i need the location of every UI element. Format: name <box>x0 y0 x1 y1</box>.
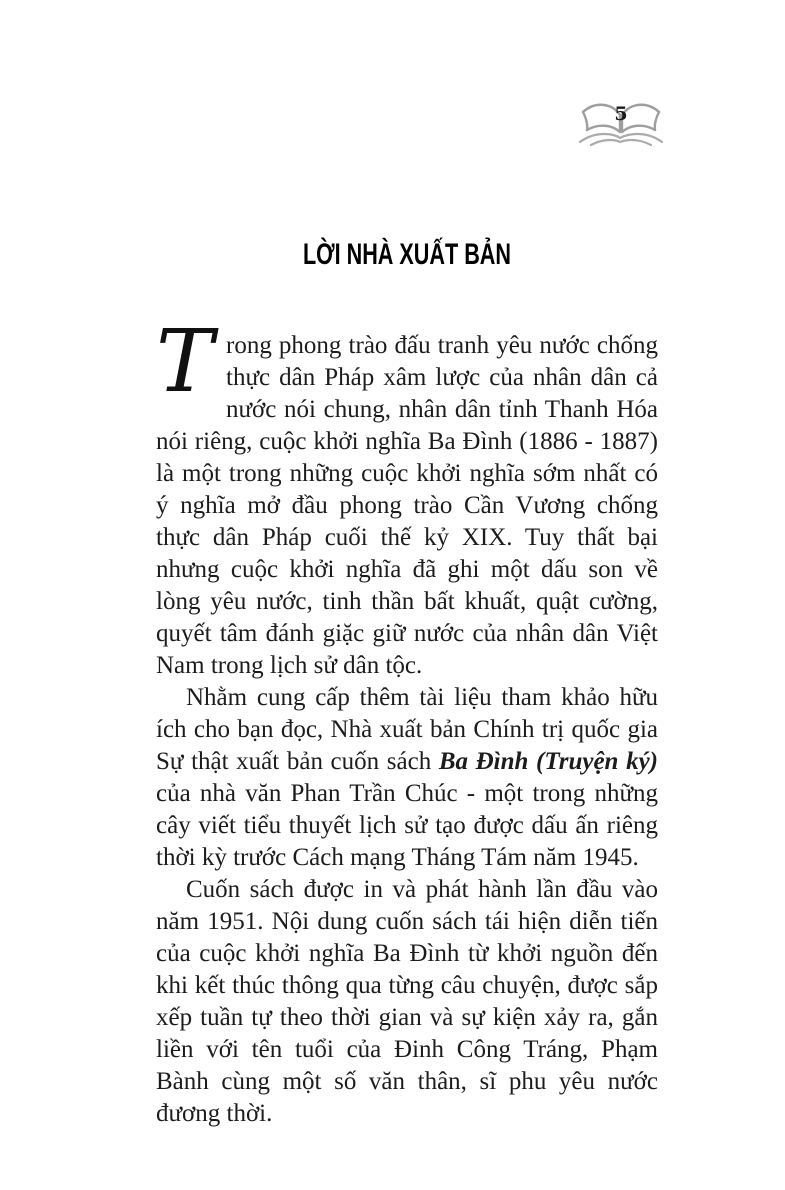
drop-cap-letter: T <box>156 312 214 412</box>
body-text <box>156 312 658 1130</box>
paragraph-1 <box>156 312 658 682</box>
page-header-ornament <box>577 98 665 148</box>
paragraph-3: Cuốn sách được in và phát hành lần đầu vào năm 1951. Nội dung cuốn sách tái hiện diễn tiến của cuộc khởi nghĩa Ba Đình từ khởi nguồn đến khi kết thúc thông qua từng câu chuyện, được sắp xếp tuần tự theo thời gian và sự kiện xảy ra, gắn liền với tên tuổi của Đinh Công Tráng, Phạm Bành cùng một số văn thân, sĩ phu yêu nước đương thời. <box>156 876 658 1127</box>
paragraph-1-text: rong phong trào đấu tranh yêu nước chống thực dân Pháp xâm lược của nhân dân cả nước nói chung, nhân dân tỉnh Thanh Hóa nói riêng, cuộc khởi nghĩa Ba Đình (1886 - 1887) là một trong những cuộc khởi nghĩa sớm nhất có ý nghĩa mở đầu phong trào Cần Vương chống thực dân Pháp cuối thế kỷ XIX. Tuy thất bại nhưng cuộc khởi nghĩa đã ghi một dấu son về lòng yêu nước, tinh thần bất khuất, quật cường, quyết tâm đánh giặc giữ nước của nhân dân Việt Nam trong lịch sử dân tộc. <box>156 332 658 679</box>
chapter-title: LỜI NHÀ XUẤT BẢN <box>302 238 512 271</box>
book-swoosh <box>580 134 662 145</box>
book-title-emphasis: Ba Đình (Truyện ký) <box>438 748 658 775</box>
paragraph-2 <box>156 682 658 874</box>
paragraph-2-post: của nhà văn Phan Trần Chúc - một trong những cây viết tiểu thuyết lịch sử tạo được dấu ấn riêng thời kỳ trước Cách mạng Tháng Tám năm 1945. <box>156 780 658 871</box>
page-number: 5 <box>614 103 628 125</box>
paragraph-2-pre: Nhằm cung cấp thêm tài liệu tham khảo hữu ích cho bạn đọc, Nhà xuất bản Chính trị quốc gia Sự thật xuất bản cuốn sách <box>156 684 658 775</box>
